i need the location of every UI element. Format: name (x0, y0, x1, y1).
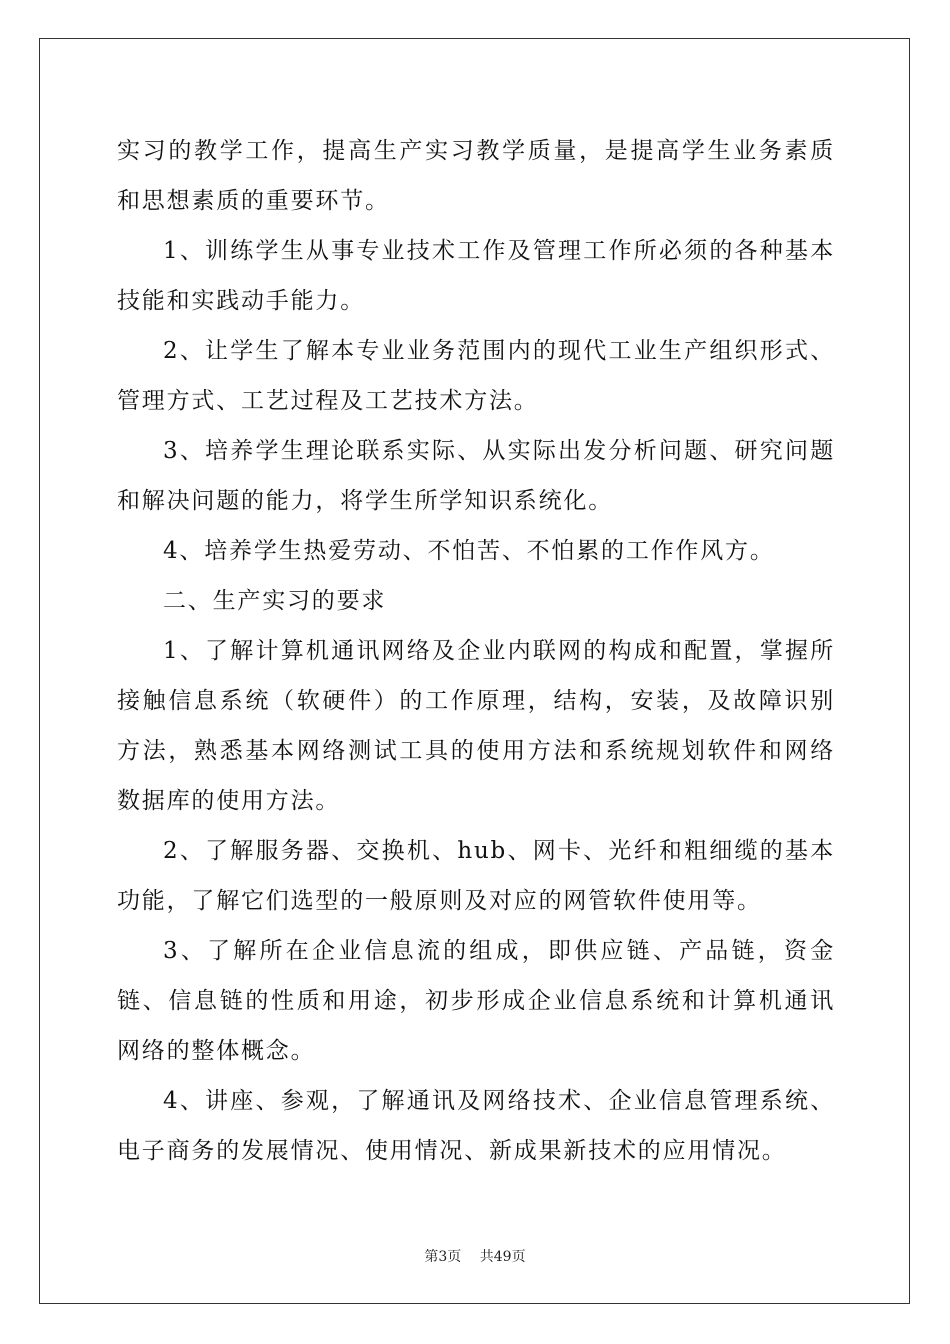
paragraph: 1、了解计算机通讯网络及企业内联网的构成和配置，掌握所接触信息系统（软硬件）的工作原理，结构，安装，及故障识别方法，熟悉基本网络测试工具的使用方法和系统规划软件和网络数据库的使用方法。 (117, 638, 835, 814)
paragraph: 2、了解服务器、交换机、hub、网卡、光纤和粗细缆的基本功能，了解它们选型的一般原则及对应的网管软件使用等。 (117, 838, 835, 914)
paragraph: 4、讲座、参观，了解通讯及网络技术、企业信息管理系统、电子商务的发展情况、使用情况、新成果新技术的应用情况。 (117, 1088, 835, 1164)
section-heading: 二、生产实习的要求 (163, 588, 387, 614)
page-footer (0, 1246, 950, 1266)
document-body (117, 126, 835, 1176)
paragraph: 3、培养学生理论联系实际、从实际出发分析问题、研究问题和解决问题的能力，将学生所学知识系统化。 (117, 438, 835, 514)
paragraph: 4、培养学生热爱劳动、不怕苦、不怕累的工作作风方。 (163, 538, 775, 564)
page-number: 第3页 (424, 1249, 462, 1265)
paragraph: 3、了解所在企业信息流的组成，即供应链、产品链，资金链、信息链的性质和用途，初步形成企业信息系统和计算机通讯网络的整体概念。 (117, 938, 835, 1064)
paragraph: 1、训练学生从事专业技术工作及管理工作所必须的各种基本技能和实践动手能力。 (117, 238, 835, 314)
paragraph: 实习的教学工作，提高生产实习教学质量，是提高学生业务素质和思想素质的重要环节。 (117, 138, 835, 214)
page-total: 共49页 (479, 1249, 526, 1265)
paragraph: 2、让学生了解本专业业务范围内的现代工业生产组织形式、管理方式、工艺过程及工艺技术方法。 (117, 338, 835, 414)
